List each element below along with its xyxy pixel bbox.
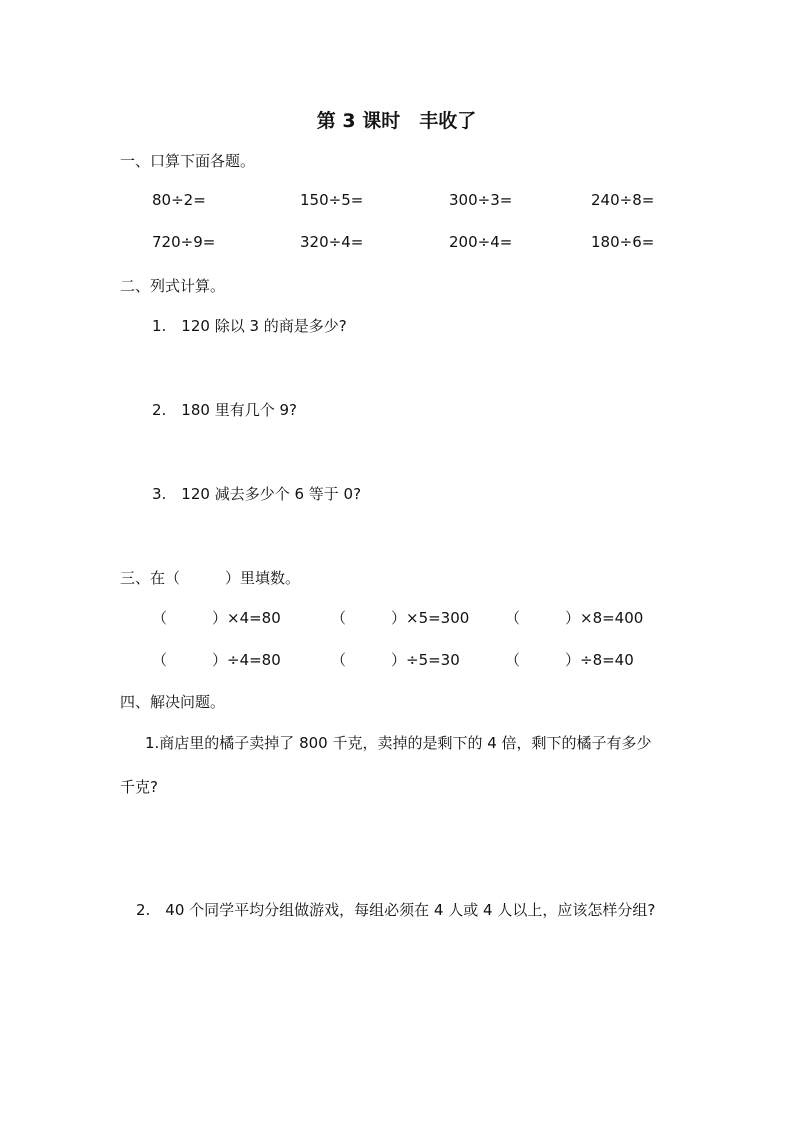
fill-blank-item: （ ）÷5=30 (331, 651, 460, 669)
word-problem-2: 2. 40 个同学平均分组做游戏，每组必须在 4 人或 4 人以上，应该怎样分组? (136, 901, 656, 919)
fill-blank-item: （ ）×4=80 (152, 609, 281, 627)
word-problem-1-continued: 千克? (120, 778, 158, 796)
page-title: 第 3 课时 丰收了 (316, 110, 477, 132)
oral-calc-item: 180÷6= (591, 233, 655, 251)
fill-blank-item: （ ）×8=400 (505, 609, 644, 627)
oral-calc-item: 240÷8= (591, 191, 655, 209)
section-1-heading: 一、口算下面各题。 (120, 152, 256, 170)
section-2-heading: 二、列式计算。 (120, 277, 226, 295)
fill-blank-item: （ ）×5=300 (331, 609, 470, 627)
written-calc-question: 3. 120 减去多少个 6 等于 0? (152, 485, 362, 503)
word-problem-1: 1.商店里的橘子卖掉了 800 千克，卖掉的是剩下的 4 倍，剩下的橘子有多少 (145, 734, 652, 752)
oral-calc-item: 200÷4= (449, 233, 513, 251)
oral-calc-item: 300÷3= (449, 191, 513, 209)
fill-blank-item: （ ）÷8=40 (505, 651, 634, 669)
oral-calc-item: 320÷4= (300, 233, 364, 251)
oral-calc-item: 80÷2= (152, 191, 206, 209)
oral-calc-item: 150÷5= (300, 191, 364, 209)
section-3-heading: 三、在（ ）里填数。 (120, 569, 301, 587)
written-calc-question: 2. 180 里有几个 9? (152, 401, 297, 419)
fill-blank-item: （ ）÷4=80 (152, 651, 281, 669)
oral-calc-item: 720÷9= (152, 233, 216, 251)
section-4-heading: 四、解决问题。 (120, 693, 226, 711)
written-calc-question: 1. 120 除以 3 的商是多少? (152, 317, 347, 335)
